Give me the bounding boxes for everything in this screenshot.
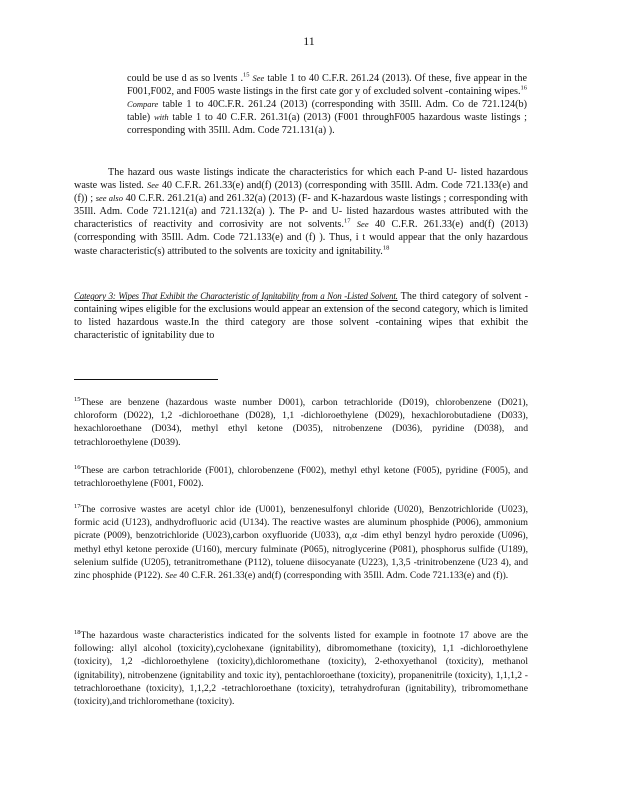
p1-text-b: table 1 to 40 C.F.R. 261.24 (2013). Of these, five appear in the F001,F002, and F005 waste listings in the first cate gor y of excluded solvent -containing wipes. xyxy=(127,73,527,98)
footnote-text: The hazardous waste characteristics indicated for the solvents listed for example in footnote 17 above are the following: allyl alcohol (toxicity),cyclohexane (ignitability), dibromomethane (toxicity), 1,1 -dichloroethylene (toxicity), 1,2 -dichloroethylene (toxicity),dichloromethane (toxicity), 2-ethoxyethanol (toxicity), methanol (ignitability), nitrobenzene (ignitability and toxic ity), pentachloroethane (toxicity), propanenitrile (toxicity), 1,1,1,2 -tetrachloroethane (toxicity), 1,1,2,2 -tetrachloroethane (toxicity), tetrahydrofuran (ignitability), tribromomethane (toxicity),and trichloromethane (toxicity). xyxy=(74,630,528,708)
footnote-text: These are carbon tetrachloride (F001), chlorobenzene (F002), methyl ethyl ketone (F005), pyridine (F005), and tetrachloroethylene (F001, F002). xyxy=(74,465,528,490)
section-heading: Category 3: Wipes That Exhibit the Characteristic of Ignitability from a Non -Listed Solvent. xyxy=(74,291,398,301)
paragraph-solvents-list xyxy=(127,72,527,137)
footnote-ref-17[interactable]: 17 xyxy=(343,217,351,225)
p1-text-a: could be use d as so lvents . xyxy=(127,73,243,84)
footnote-ref-16[interactable]: 16 xyxy=(520,84,527,92)
footnote-text: 40 C.F.R. 261.33(e) and(f) (corresponding with 35Ill. Adm. Code 721.133(e) and (f)). xyxy=(179,570,509,582)
footnote-16 xyxy=(74,464,528,490)
footnote-ref-15[interactable]: 15 xyxy=(243,71,250,79)
signal-see-also: see also xyxy=(95,193,123,204)
footnote-text: These are benzene (hazardous waste number D001), carbon tetrachloride (D019), chlorobenzene (D021), chloroform (D022), 1,2 -dichloroethane (D028), 1,1 -dichloroethylene (D029), hexachlorobutadiene (D033), hexachloroethane (D034), methyl ethyl ketone (D035), nitrobenzene (D036), pyridine (D038), and tetrachloroethylene (D039). xyxy=(74,397,528,448)
footnote-text: The corrosive wastes are acetyl chlor ide (U001), benzenesulfonyl chloride (U020), Benzotrichloride (U023), formic acid (U123), andhydrofluoric acid (U134). The reactive wastes are aluminum phosphide (P006), ammonium picrate (P009), benzotrichloride (U023),carbon oxyfluoride (U033), α,α -dim ethyl benzyl hydro peroxide (U096), methyl ethyl ketone peroxide (U160), mercury fulminate (P065), nitroglycerine (P081), phosphorus sulfide (U189), selenium sulfide (U205), tetranitromethane (P112), toluene diisocyanate (U223), 1,3,5 -trinitrobenzene (U23 4), and zinc phosphide (P122). xyxy=(74,504,528,582)
footnote-18 xyxy=(74,629,528,708)
footnote-number: 15 xyxy=(74,395,81,403)
signal-see: See xyxy=(146,180,159,191)
p1-text-c: table 1 to 40C.F.R. 261.24 (2013) (corresponding with 35Ill. Adm. Co de 721.124(b) table) xyxy=(127,99,527,124)
p2-text-a: The hazard ous waste listings indicate the characteristics for which each P-and U- listed hazardous waste was listed. xyxy=(74,167,528,192)
p2-text-c: 40 C.F.R. 261.21(a) and 261.32(a) (2013) (F- and K-hazardous waste listings ; corresponding with 35Ill. Adm. Code 721.121(a) and 721.132(a) ). The P- and U- listed hazardous wastes attributed with the characteristics of reactivity and corrosivity are not solvents. xyxy=(74,193,529,231)
p1-text-d: table 1 to 40 C.F.R. 261.31(a) (2013) (F001 throughF005 hazardous waste listings ; corresponding with 35Ill. Adm. Code 721.131(a) ). xyxy=(127,112,528,137)
footnote-number: 16 xyxy=(74,463,81,471)
paragraph-category-3 xyxy=(74,290,528,342)
signal-with: with xyxy=(153,112,169,123)
footnote-number: 17 xyxy=(74,502,81,510)
p2-text-b: 40 C.F.R. 261.33(e) and(f) (2013) (corresponding with 35Ill. Adm. Code 721.133(e) and (f)) ; xyxy=(74,180,528,205)
signal-compare: Compare xyxy=(127,99,159,110)
footnote-number: 18 xyxy=(74,628,81,636)
p2-text-d: 40 C.F.R. 261.33(e) and(f) (2013) (corresponding with 35Ill. Adm. Code 721.133(e) and (f) ). Thus, i t would appear that the only hazardous waste characteristic(s) attributed to the solvents are toxicity and ignitability. xyxy=(74,219,529,257)
footnote-17 xyxy=(74,503,528,582)
paragraph-hazardous-listings xyxy=(74,166,528,258)
page-number: 11 xyxy=(303,34,315,48)
signal-see: See xyxy=(252,73,265,83)
footnote-15 xyxy=(74,396,528,449)
signal-see: See xyxy=(356,219,369,230)
footnote-ref-18[interactable]: 18 xyxy=(382,244,390,252)
p3-body: The third category of solvent -containing wipes eligible for the exclusions would appear an extension of the second category, which is limited to listed hazardous waste.In the third category are those solvent -containing wipes that exhibit the characteristic of ignitability due to xyxy=(74,291,528,342)
signal-see: See xyxy=(165,570,177,581)
footnote-divider xyxy=(74,379,218,380)
